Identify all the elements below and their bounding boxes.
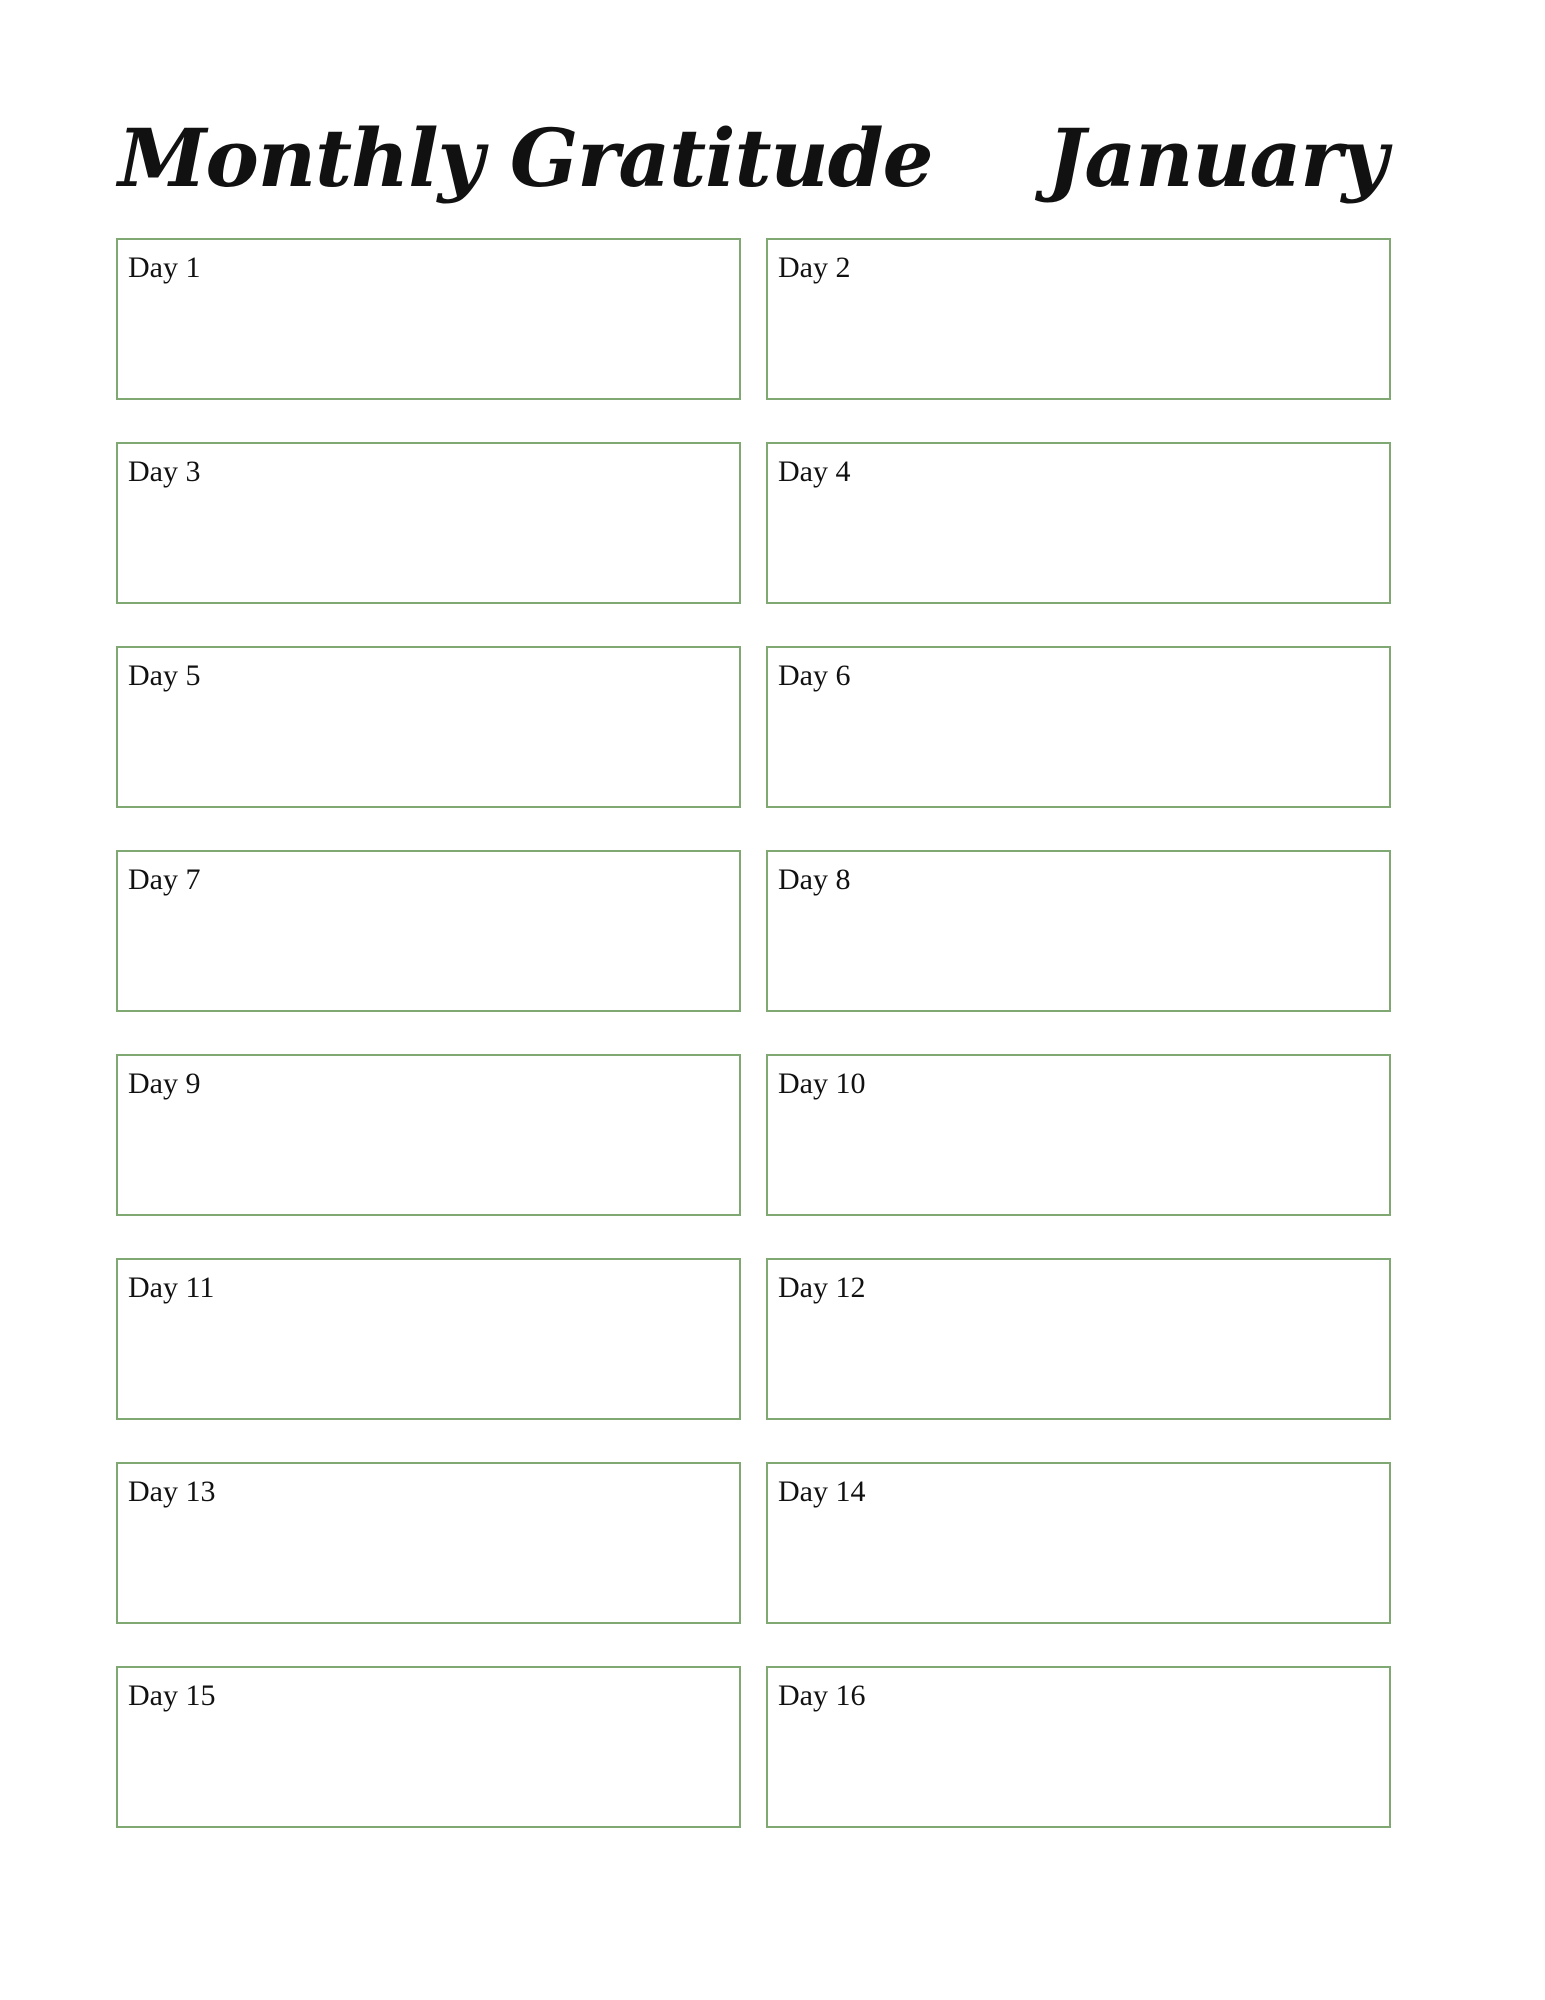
day-entry-box[interactable] (116, 1054, 741, 1216)
day-entry-box[interactable] (116, 1666, 741, 1828)
day-entry-box[interactable] (116, 1462, 741, 1624)
day-entry-box[interactable] (766, 850, 1391, 1012)
day-entry-box[interactable] (116, 646, 741, 808)
day-label: Day 4 (778, 455, 851, 488)
day-label: Day 7 (128, 863, 201, 896)
day-label: Day 14 (778, 1475, 866, 1508)
day-label: Day 16 (778, 1679, 866, 1712)
day-label: Day 6 (778, 659, 851, 692)
day-entry-box[interactable] (766, 646, 1391, 808)
gratitude-grid (116, 238, 1391, 1828)
page-title: Monthly Gratitude (118, 111, 933, 205)
day-label: Day 10 (778, 1067, 866, 1100)
day-label: Day 9 (128, 1067, 201, 1100)
day-entry-box[interactable] (116, 1258, 741, 1420)
day-label: Day 3 (128, 455, 201, 488)
day-entry-box[interactable] (116, 850, 741, 1012)
day-label: Day 11 (128, 1271, 215, 1304)
day-label: Day 5 (128, 659, 201, 692)
day-entry-box[interactable] (766, 442, 1391, 604)
day-entry-box[interactable] (766, 238, 1391, 400)
day-label: Day 2 (778, 251, 851, 284)
day-label: Day 8 (778, 863, 851, 896)
month-label: January (1047, 111, 1387, 205)
day-entry-box[interactable] (766, 1666, 1391, 1828)
day-label: Day 15 (128, 1679, 216, 1712)
day-label: Day 1 (128, 251, 201, 284)
day-entry-box[interactable] (116, 238, 741, 400)
day-entry-box[interactable] (116, 442, 741, 604)
day-entry-box[interactable] (766, 1054, 1391, 1216)
day-label: Day 12 (778, 1271, 866, 1304)
day-entry-box[interactable] (766, 1258, 1391, 1420)
day-label: Day 13 (128, 1475, 216, 1508)
day-entry-box[interactable] (766, 1462, 1391, 1624)
